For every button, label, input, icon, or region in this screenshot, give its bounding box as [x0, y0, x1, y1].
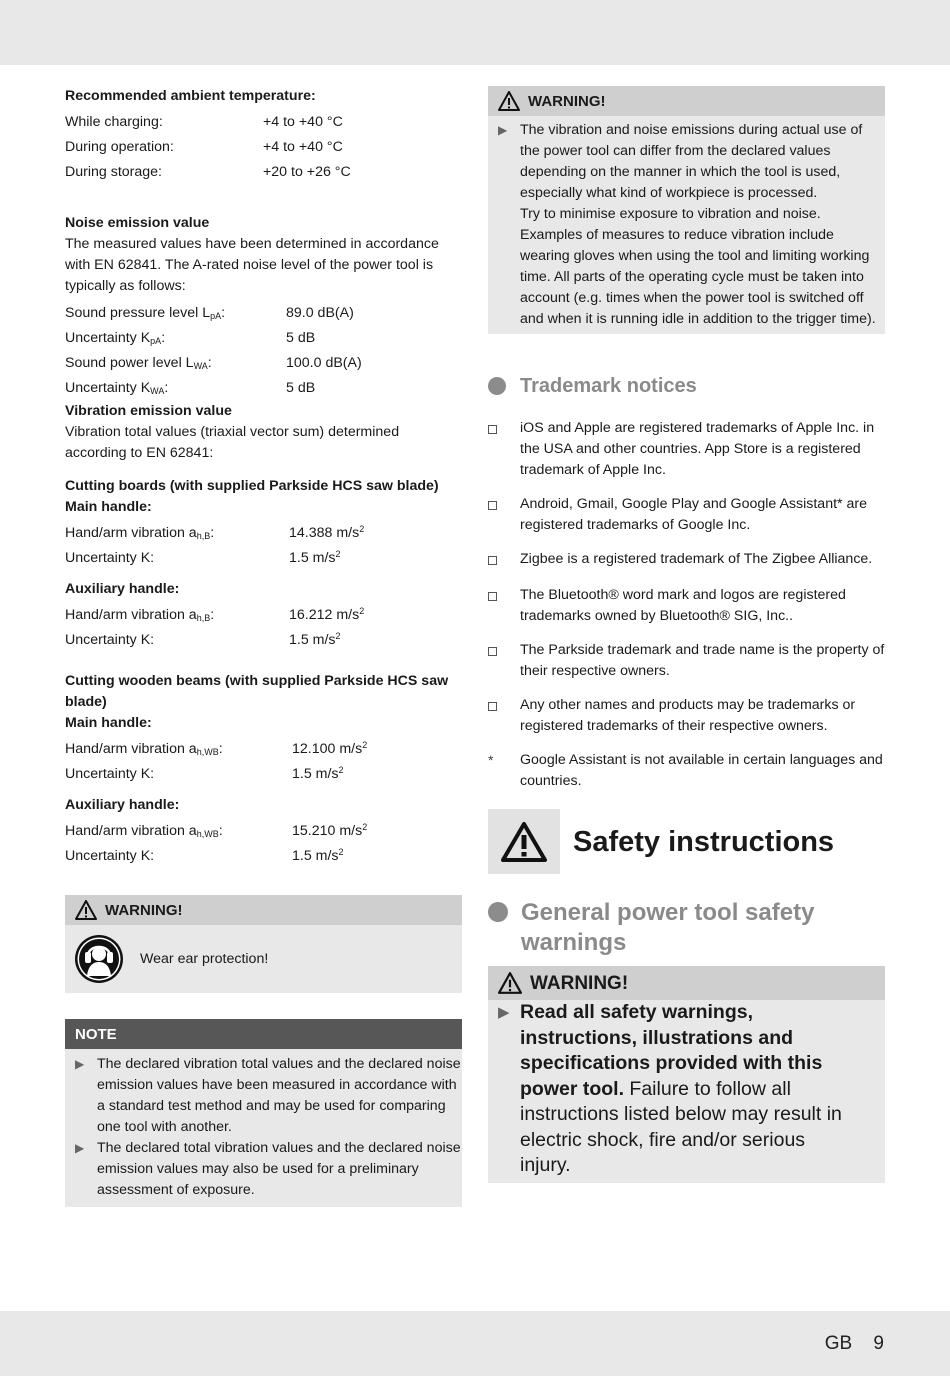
footer-language: GB	[824, 1333, 853, 1354]
square-bullet-shape	[488, 556, 497, 565]
vibration-warning-box	[488, 86, 885, 334]
page-number: 9	[873, 1333, 884, 1354]
spec-suffix: :	[207, 355, 212, 371]
general-warning-label: WARNING!	[530, 972, 629, 994]
square-bullet-icon	[488, 695, 520, 737]
spec-superscript: 2	[338, 847, 344, 857]
noise-title: Noise emission value	[65, 215, 210, 231]
spec-label-text: Sound power level L	[65, 355, 194, 371]
noise-text: The measured values have been determined in accordance with EN 62841. The A-rated noise level of the power tool is typically as follows:	[65, 236, 439, 294]
spec-value-text: 12.100 m/s	[292, 741, 363, 757]
spec-value-text: 1.5 m/s	[289, 550, 336, 566]
vibration-warning-head	[488, 86, 885, 116]
spec-label	[65, 764, 292, 785]
spec-suffix: :	[218, 741, 223, 757]
square-bullet-icon	[488, 585, 520, 627]
general-warning-box	[488, 966, 885, 1183]
spec-label	[65, 378, 286, 399]
general-warning-item	[488, 1000, 885, 1179]
trademark-text: Zigbee is a registered trademark of The Zigbee Alliance.	[520, 551, 873, 567]
left-column	[65, 86, 462, 1207]
spec-label	[65, 605, 289, 626]
spec-row	[65, 301, 462, 326]
trademark-text: The Parkside trademark and trade name is the property of their respective owners.	[520, 642, 885, 679]
spec-label-text: Hand/arm vibration a	[65, 607, 197, 623]
trademark-item	[488, 549, 885, 572]
spec-label-text: Sound pressure level L	[65, 305, 211, 321]
spec-row	[65, 628, 462, 653]
ambient-table	[65, 110, 462, 185]
trademark-list	[488, 418, 885, 792]
noise-table	[65, 301, 462, 401]
spec-row	[65, 160, 462, 185]
square-bullet-shape	[488, 592, 497, 601]
spec-label	[65, 303, 286, 324]
spec-value	[292, 846, 344, 867]
spec-superscript: 2	[338, 765, 344, 775]
spec-label-text: While charging:	[65, 114, 163, 130]
spec-subscript: h,WB	[196, 829, 219, 839]
trademark-text: iOS and Apple are registered trademarks of Apple Inc. in the USA and other countries. App Store is a registered trademark of Apple Inc.	[520, 420, 875, 478]
square-bullet-icon	[488, 418, 520, 481]
general-warning-text: Failure to follow all instructions listed below may result in electric shock, fire and/or serious injury.	[520, 1077, 842, 1176]
general-title: General power tool safety warnings	[521, 899, 815, 956]
spec-row	[65, 546, 462, 571]
spec-row	[65, 844, 462, 869]
spec-value-text: 5 dB	[286, 380, 316, 396]
spec-label-text: Uncertainty K:	[65, 766, 155, 782]
square-bullet-shape	[488, 425, 497, 434]
trademark-text: Android, Gmail, Google Play and Google Assistant* are registered trademarks of Google Inc.	[520, 496, 867, 533]
spec-value-text: +20 to +26 °C	[263, 164, 351, 180]
trademark-text: Any other names and products may be trademarks or registered trademarks of their respective owners.	[520, 697, 856, 734]
square-bullet-shape	[488, 501, 497, 510]
spec-value	[292, 821, 367, 842]
spec-row	[65, 326, 462, 351]
spec-label-text: Hand/arm vibration a	[65, 823, 197, 839]
arrow-icon: ▶	[75, 1057, 85, 1071]
spec-label-text: During storage:	[65, 164, 162, 180]
spec-suffix: :	[221, 305, 226, 321]
spec-value	[286, 378, 315, 399]
trademark-heading	[488, 374, 885, 398]
spec-label	[65, 821, 292, 842]
vibration-warning-item	[488, 120, 885, 330]
spec-value	[286, 303, 354, 324]
square-bullet-icon	[488, 549, 520, 572]
spec-value-text: 16.212 m/s	[289, 607, 360, 623]
spec-label-text: Uncertainty K	[65, 380, 151, 396]
spec-suffix: :	[161, 330, 166, 346]
spec-value-text: 100.0 dB(A)	[286, 355, 362, 371]
warning-triangle-icon	[500, 821, 548, 863]
spec-subscript: pA	[150, 336, 162, 346]
spec-subscript: h,B	[196, 531, 211, 541]
spec-row	[65, 737, 462, 762]
spec-value-text: 1.5 m/s	[289, 632, 336, 648]
trademark-item	[488, 695, 885, 737]
ear-warning-box	[65, 895, 462, 993]
general-heading	[488, 898, 885, 958]
spec-suffix: :	[210, 607, 215, 623]
spec-superscript: 2	[335, 631, 341, 641]
spec-label	[65, 630, 289, 651]
bottom-band	[0, 1311, 950, 1376]
note-item	[65, 1054, 462, 1138]
warning-triangle-icon	[75, 900, 97, 920]
trademark-item	[488, 494, 885, 536]
note-item	[65, 1138, 462, 1201]
spec-row	[65, 762, 462, 787]
general-warning-head	[488, 966, 885, 1000]
ear-warning-head	[65, 895, 462, 925]
page-footer	[825, 1333, 884, 1354]
spec-label	[65, 112, 263, 133]
spec-value	[263, 137, 343, 158]
ear-warning-text: Wear ear protection!	[140, 950, 269, 967]
vibration-text: Vibration total values (triaxial vector sum) determined according to EN 62841:	[65, 424, 400, 461]
vibration-title: Vibration emission value	[65, 403, 232, 419]
note-item-text: The declared total vibration values and the declared noise emission values may also be used for a preliminary assessment of exposure.	[97, 1140, 461, 1198]
spec-value-text: 14.388 m/s	[289, 525, 360, 541]
spec-value	[263, 162, 351, 183]
warning-triangle-icon	[498, 972, 522, 994]
beams-title: Cutting wooden beams (with supplied Parkside HCS saw blade)	[65, 673, 449, 710]
spec-label	[65, 846, 292, 867]
spec-row	[65, 603, 462, 628]
general-warning-bold: Read all safety warnings, instructions, illustrations and specifications provided with this power tool.	[520, 1001, 823, 1100]
spec-label	[65, 328, 286, 349]
spec-value	[289, 605, 364, 626]
asterisk-marker: *	[488, 752, 494, 768]
spec-label	[65, 739, 292, 760]
note-box	[65, 1019, 462, 1207]
spec-row	[65, 521, 462, 546]
spec-value-text: 1.5 m/s	[292, 766, 339, 782]
spec-value	[263, 112, 343, 133]
spec-subscript: WA	[150, 386, 165, 396]
boards-title: Cutting boards (with supplied Parkside HCS saw blade)	[65, 478, 439, 494]
trademark-text: The Bluetooth® word mark and logos are registered trademarks owned by Bluetooth® SIG, Inc..	[520, 587, 846, 624]
spec-label-text: Uncertainty K:	[65, 550, 155, 566]
spec-label	[65, 137, 263, 158]
spec-row	[65, 376, 462, 401]
beams-aux-table	[65, 819, 462, 869]
note-item-text: The declared vibration total values and the declared noise emission values have been measured in accordance with a standard test method and may be used for comparing one tool with another.	[97, 1056, 461, 1135]
spec-value	[289, 630, 341, 651]
spec-label	[65, 162, 263, 183]
spec-suffix: :	[164, 380, 169, 396]
note-head: NOTE	[65, 1019, 462, 1049]
square-bullet-shape	[488, 702, 497, 711]
spec-row	[65, 110, 462, 135]
ambient-title: Recommended ambient temperature:	[65, 88, 316, 104]
spec-label-text: During operation:	[65, 139, 174, 155]
spec-label-text: Uncertainty K	[65, 330, 151, 346]
spec-superscript: 2	[359, 524, 365, 534]
spec-value-text: 5 dB	[286, 330, 316, 346]
spec-label	[65, 523, 289, 544]
bullet-dot	[488, 377, 506, 395]
square-bullet-shape	[488, 647, 497, 656]
safety-title: Safety instructions	[573, 825, 835, 858]
spec-suffix: :	[218, 823, 223, 839]
spec-value-text: 15.210 m/s	[292, 823, 363, 839]
arrow-icon: ▶	[498, 1004, 510, 1021]
spec-label-text: Hand/arm vibration a	[65, 525, 197, 541]
arrow-icon: ▶	[498, 123, 508, 137]
spec-row	[65, 351, 462, 376]
spec-value-text: +4 to +40 °C	[263, 114, 343, 130]
trademark-item	[488, 640, 885, 682]
square-bullet-icon	[488, 640, 520, 682]
spec-suffix: :	[210, 525, 215, 541]
safety-heading	[488, 809, 885, 874]
spec-label-text: Uncertainty K:	[65, 848, 155, 864]
beams-aux-title: Auxiliary handle:	[65, 797, 180, 813]
warning-triangle-icon	[498, 91, 520, 111]
spec-subscript: WA	[193, 361, 208, 371]
spec-value	[286, 328, 315, 349]
spec-superscript: 2	[362, 740, 368, 750]
spec-label	[65, 353, 286, 374]
trademark-item	[488, 750, 885, 792]
ear-warning-label: WARNING!	[105, 901, 183, 919]
spec-value-text: 89.0 dB(A)	[286, 305, 354, 321]
spec-row	[65, 135, 462, 160]
spec-subscript: h,WB	[196, 747, 219, 757]
top-band	[0, 0, 950, 65]
beams-main-table	[65, 737, 462, 787]
trademark-item	[488, 585, 885, 627]
spec-value-text: 1.5 m/s	[292, 848, 339, 864]
spec-value	[292, 764, 344, 785]
vibration-warning-label: WARNING!	[528, 92, 606, 110]
right-column	[488, 86, 885, 1183]
spec-label	[65, 548, 289, 569]
spec-value	[292, 739, 367, 760]
spec-label-text: Uncertainty K:	[65, 632, 155, 648]
boards-main-table	[65, 521, 462, 571]
spec-value	[289, 523, 364, 544]
spec-superscript: 2	[335, 549, 341, 559]
boards-main-title: Main handle:	[65, 499, 152, 515]
spec-value	[289, 548, 341, 569]
spec-subscript: h,B	[196, 613, 211, 623]
spec-row	[65, 819, 462, 844]
trademark-item	[488, 418, 885, 481]
boards-aux-table	[65, 603, 462, 653]
trademark-text: Google Assistant is not available in certain languages and countries.	[520, 752, 883, 789]
safety-icon-box	[488, 809, 560, 874]
beams-main-title: Main handle:	[65, 715, 152, 731]
bullet-dot	[488, 902, 508, 922]
vibration-warning-text: The vibration and noise emissions during actual use of the power tool can differ from the declared values depending on the manner in which the tool is used, especially what kind of workpiece is processed.	[520, 122, 863, 201]
arrow-icon: ▶	[75, 1141, 85, 1155]
boards-aux-title: Auxiliary handle:	[65, 581, 180, 597]
spec-subscript: pA	[210, 311, 222, 321]
spec-superscript: 2	[362, 822, 368, 832]
square-bullet-icon	[488, 494, 520, 536]
spec-superscript: 2	[359, 606, 365, 616]
spec-value-text: +4 to +40 °C	[263, 139, 343, 155]
ear-protection-icon	[74, 934, 124, 984]
vibration-warning-text-2: Try to minimise exposure to vibration and noise. Examples of measures to reduce vibration include wearing gloves when using the tool and limiting working time. All parts of the operating cycle must be taken into account (e.g. times when the power tool is switched off and when it is running idle in addition to the trigger time).	[520, 206, 876, 327]
spec-label-text: Hand/arm vibration a	[65, 741, 197, 757]
spec-value	[286, 353, 362, 374]
trademark-title: Trademark notices	[520, 375, 697, 397]
